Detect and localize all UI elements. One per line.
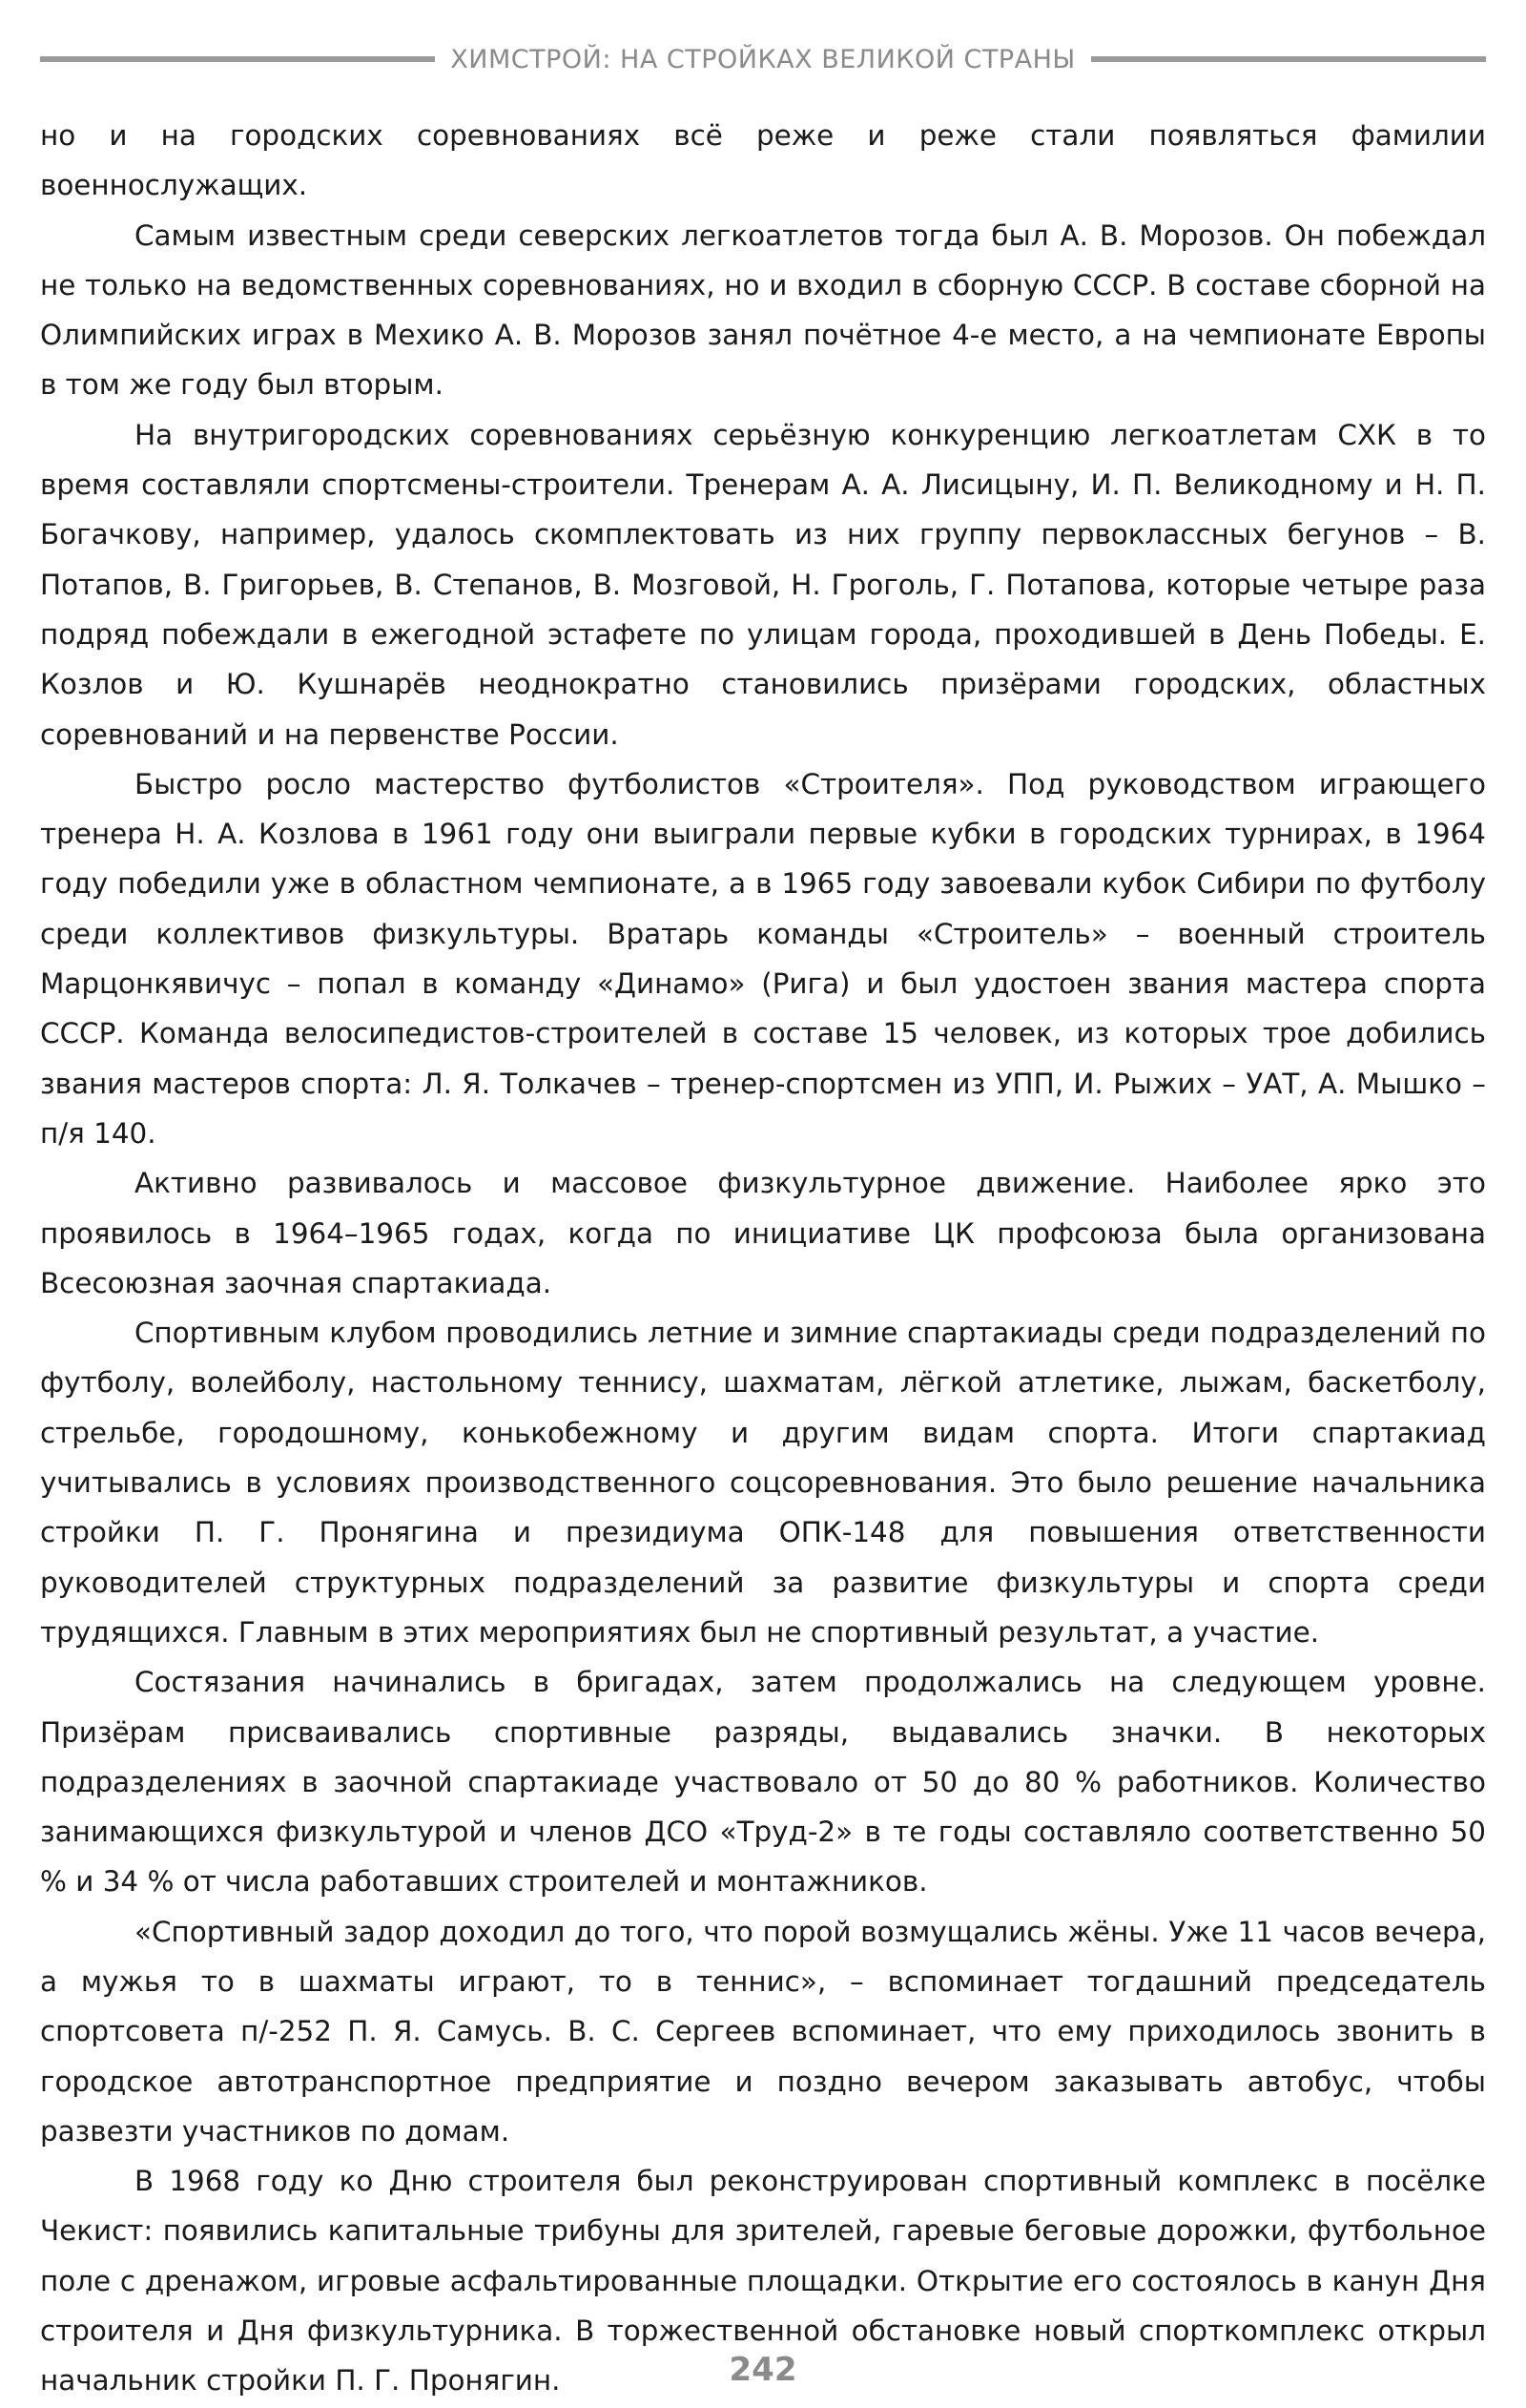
header-rule-right bbox=[1091, 56, 1486, 62]
paragraph-football: Быстро росло мастерство футболистов «Строителя». Под руководством играющего тренера Н. А. Козлова в 1961 году они выиграли первые кубки в городских турнирах, в 1964 году победили уже в областном чемпионате, а в 1965 году завоевали кубок Сибири по футболу среди коллективов физкультуры. Вратарь команды «Строитель» – военный строитель Марцонкявичус – попал в команду «Динамо» (Рига) и был удостоен звания мастера спорта СССР. Команда велосипедистов-строителей в составе 15 человек, из которых трое добились звания мастеров спорта: Л. Я. Толкачев – тренер-спортсмен из УПП, И. Рыжих – УАТ, А. Мышко – п/я 140. bbox=[40, 767, 1486, 1150]
paragraph-morozov: Самым известным среди северских легкоатлетов тогда был А. В. Морозов. Он побеждал не только на ведомственных соревнованиях, но и входил в сборную СССР. В составе сборной на Олимпийских играх в Мехико А. В. Морозов занял почётное 4-е место, а на чемпионате Европы в том же году был вторым. bbox=[40, 218, 1486, 402]
header-title: ХИМСТРОЙ: НА СТРОЙКАХ ВЕЛИКОЙ СТРАНЫ bbox=[450, 44, 1076, 74]
page-number: 242 bbox=[729, 2351, 797, 2389]
paragraph-sports-complex: В 1968 году ко Дню строителя был реконструирован спортивный комплекс в посёлке Чекист: появились капитальные трибуны для зрителей, гаревые беговые дорожки, футбольное поле с дренажом, игровые асфальтированные площадки. Открытие его состоялось в канун Дня строителя и Дня физкультурника. В торжественной обстановке новый спорткомплекс открыл начальник стройки П. Г. Пронягин. bbox=[40, 2165, 1486, 2398]
paragraph-spartakiads: Спортивным клубом проводились летние и зимние спартакиады среди подразделений по футболу, волейболу, настольному теннису, шахматам, лёгкой атлетике, лыжам, баскетболу, стрельбе, городошному, конькобежному и другим видам спорта. Итоги спартакиад учитывались в условиях производственного соцсоревнования. Это было решение начальника стройки П. Г. Пронягина и президиума ОПК-148 для повышения ответственности руководителей структурных подразделений за развитие физкультуры и спорта среди трудящихся. Главным в этих мероприятиях был не спортивный результат, а участие. bbox=[40, 1317, 1486, 1649]
paragraph-continuation: но и на городских соревнованиях всё реже и реже стали появляться фамилии военнослужащих. bbox=[40, 119, 1486, 202]
page-body bbox=[40, 111, 1486, 2406]
running-header bbox=[40, 40, 1486, 78]
paragraph-mass-movement: Активно развивалось и массовое физкультурное движение. Наиболее ярко это проявилось в 1964–1965 годах, когда по инициативе ЦК профсоюза была организована Всесоюзная заочная спартакиада. bbox=[40, 1167, 1486, 1299]
paragraph-competitions: Состязания начинались в бригадах, затем продолжались на следующем уровне. Призёрам присваивались спортивные разряды, выдавались значки. В некоторых подразделениях в заочной спартакиаде участвовало от 50 до 80 % работников. Количество занимающихся физкультурой и членов ДСО «Труд-2» в те годы составляло соответственно 50 % и 34 % от числа работавших строителей и монтажников. bbox=[40, 1666, 1486, 1899]
header-rule-left bbox=[40, 56, 435, 62]
paragraph-quote: «Спортивный задор доходил до того, что порой возмущались жёны. Уже 11 часов вечера, а мужья то в шахматы играют, то в теннис», – вспоминает тогдашний председатель спортсовета п/-252 П. Я. Самусь. В. С. Сергеев вспоминает, что ему приходилось звонить в городское автотранспортное предприятие и поздно вечером заказывать автобус, чтобы развезти участников по домам. bbox=[40, 1915, 1486, 2148]
paragraph-builders-athletes: На внутригородских соревнованиях серьёзную конкуренцию легкоатлетам СХК в то время составляли спортсмены-строители. Тренерам А. А. Лисицыну, И. П. Великодному и Н. П. Богачкову, например, удалось скомплектовать из них группу первоклассных бегунов – В. Потапов, В. Григорьев, В. Степанов, В. Мозговой, Н. Гроголь, Г. Потапова, которые четыре раза подряд побеждали в ежегодной эстафете по улицам города, проходившей в День Победы. Е. Козлов и Ю. Кушнарёв неоднократно становились призёрами городских, областных соревнований и на первенстве России. bbox=[40, 418, 1486, 751]
